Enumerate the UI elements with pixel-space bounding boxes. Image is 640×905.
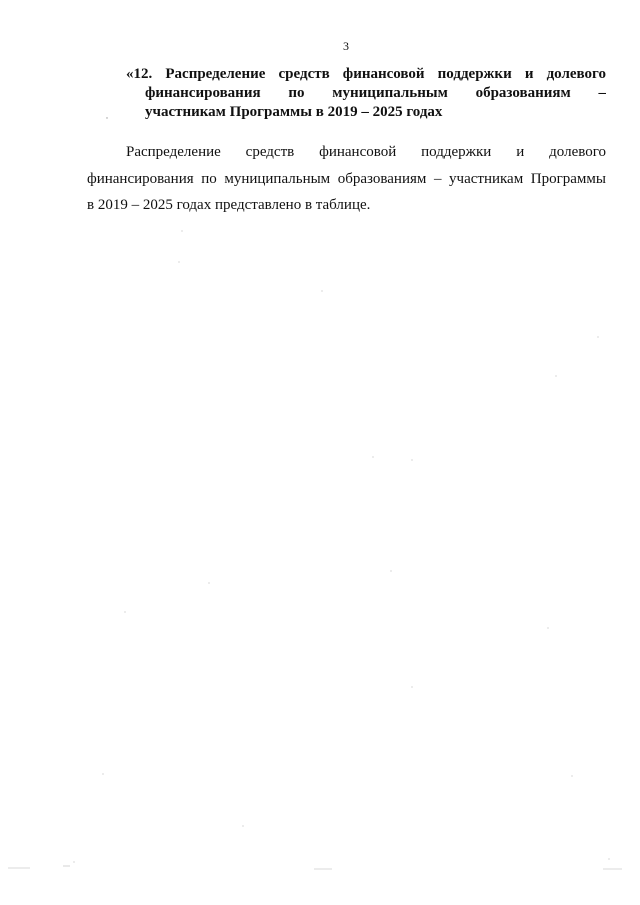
section-heading-line: участникам Программы в 2019 – 2025 годах: [145, 104, 443, 120]
section-heading: [126, 65, 606, 122]
section-heading-line: финансирования по муниципальным образованиям –: [145, 85, 606, 101]
body-paragraph-line: Распределение средств финансовой поддержки и долевого: [126, 144, 606, 160]
page-number: 3: [343, 39, 349, 53]
body-paragraph: [87, 139, 606, 219]
body-paragraph-line: в 2019 – 2025 годах представлено в таблице.: [87, 197, 371, 213]
section-heading-line: «12. Распределение средств финансовой поддержки и долевого: [126, 66, 606, 82]
body-paragraph-line: финансирования по муниципальным образованиям – участникам Программы: [87, 170, 606, 187]
